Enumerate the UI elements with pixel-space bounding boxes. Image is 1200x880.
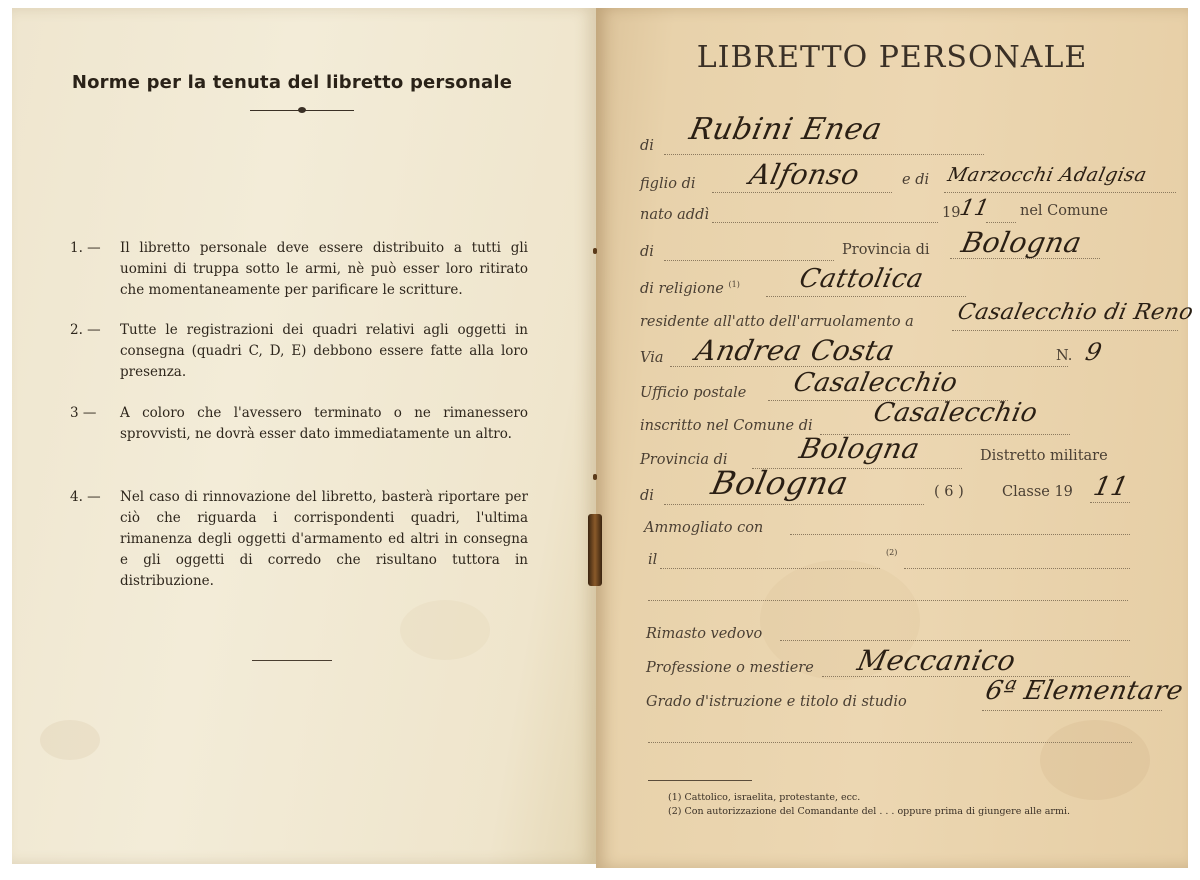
field-underline xyxy=(904,568,1130,569)
handwritten-mother: Marzocchi Adalgisa xyxy=(945,164,1149,186)
label-anno-prefix: 19 xyxy=(942,205,961,221)
handwritten-street-number: 9 xyxy=(1083,338,1105,366)
label-nel-comune: nel Comune xyxy=(1020,203,1108,219)
field-underline xyxy=(1090,502,1130,503)
label-classe-text: Classe xyxy=(1002,484,1050,500)
district-number: ( 6 ) xyxy=(934,484,964,500)
handwritten-street: Andrea Costa xyxy=(692,334,898,367)
label-di: di xyxy=(640,138,654,154)
footnote-2: (2) Con autorizzazione del Comandante del . . . oppure prima di giungere alle armi. xyxy=(668,806,1071,817)
field-underline xyxy=(664,260,834,261)
field-underline xyxy=(780,640,1130,641)
field-underline xyxy=(952,330,1178,331)
spine-stitch-hole xyxy=(593,474,597,480)
label-via: Via xyxy=(640,350,664,366)
handwritten-registration-town: Casalecchio xyxy=(870,398,1041,428)
bottom-rule xyxy=(252,660,332,661)
label-di-comune: di xyxy=(640,244,654,260)
spine-staple xyxy=(588,514,602,586)
label-inscritto: inscritto nel Comune di xyxy=(640,418,813,434)
rule-text: A coloro che l'avessero terminato o ne rimanessero sprovvisti, ne dovrà esser dato immediatamente un altro. xyxy=(120,405,528,442)
handwritten-name: Rubini Enea xyxy=(686,112,886,147)
field-underline xyxy=(712,192,892,193)
handwritten-district: Bologna xyxy=(707,464,852,502)
rule-item-4 xyxy=(70,487,528,592)
field-underline xyxy=(660,568,880,569)
label-professione: Professione o mestiere xyxy=(646,660,814,676)
handwritten-religion: Cattolica xyxy=(796,264,927,294)
libretto-title: LIBRETTO PERSONALE xyxy=(696,40,1088,75)
rule-number: 4. — xyxy=(70,489,101,505)
rule-number: 1. — xyxy=(70,240,101,256)
rule-number: 3 — xyxy=(70,405,97,421)
handwritten-father: Alfonso xyxy=(746,158,863,191)
title-ornament-dot xyxy=(298,107,306,113)
handwritten-education: 6ª Elementare xyxy=(982,676,1187,706)
label-grado-istruzione: Grado d'istruzione e titolo di studio xyxy=(646,694,907,710)
label-e-di: e di xyxy=(902,172,930,188)
handwritten-residence: Casalecchio di Reno xyxy=(955,300,1196,325)
label-numero: N. xyxy=(1056,348,1073,364)
label-religione xyxy=(640,280,740,297)
label-ammogliato: Ammogliato con xyxy=(644,520,764,536)
rule-item-1 xyxy=(70,238,528,301)
field-underline xyxy=(664,504,924,505)
rule-text: Tutte le registrazioni dei quadri relativi agli oggetti in consegna (quadri C, D, E) debbono essere fatte alla loro presenza. xyxy=(120,322,528,380)
label-figlio-di: figlio di xyxy=(640,176,696,192)
rule-text: Nel caso di rinnovazione del libretto, basterà riportare per ciò che riguarda i corrispondenti quadri, l'ultima rimanenza degli oggetti d'armamento ed altri in consegna e gli oggetti di corredo che risultano tuttora in distribuzione. xyxy=(120,489,528,589)
label-ufficio-postale: Ufficio postale xyxy=(640,385,747,401)
label-rimasto-vedovo: Rimasto vedovo xyxy=(646,626,763,642)
label-di-distretto: di xyxy=(640,488,654,504)
field-underline xyxy=(986,222,1016,223)
rule-text: Il libretto personale deve essere distribuito a tutti gli uomini di truppa sotto le armi, nè può esser loro ritirato che momentaneamente per parificare le scritture. xyxy=(120,240,528,298)
handwritten-post-office: Casalecchio xyxy=(790,368,961,398)
footnote-ref-2: (2) xyxy=(886,548,898,557)
label-residente: residente all'atto dell'arruolamento a xyxy=(640,314,914,330)
label-classe-prefix: 19 xyxy=(1054,484,1073,500)
field-underline xyxy=(648,742,1132,743)
field-underline xyxy=(664,154,984,155)
label-il: il xyxy=(648,552,658,568)
handwritten-birth-province: Bologna xyxy=(958,226,1085,259)
norme-title: Norme per la tenuta del libretto personale xyxy=(71,72,513,93)
handwritten-registration-province: Bologna xyxy=(796,432,923,465)
label-provincia-di: Provincia di xyxy=(842,242,930,258)
field-underline xyxy=(982,710,1162,711)
label-nato-addi: nato addì xyxy=(640,207,709,223)
label-provincia-di-2: Provincia di xyxy=(640,452,728,468)
handwritten-birth-year: 11 xyxy=(957,196,992,221)
field-underline xyxy=(712,222,938,223)
field-underline xyxy=(790,534,1130,535)
handwritten-profession: Meccanico xyxy=(854,644,1019,677)
field-underline xyxy=(766,296,966,297)
rule-item-2 xyxy=(70,320,528,383)
field-underline xyxy=(944,192,1176,193)
field-underline xyxy=(648,600,1128,601)
handwritten-class-year: 11 xyxy=(1090,472,1132,502)
label-distretto: Distretto militare xyxy=(980,448,1108,464)
rule-number: 2. — xyxy=(70,322,101,338)
footnote-1: (1) Cattolico, israelita, protestante, ecc. xyxy=(668,792,861,803)
label-classe xyxy=(1002,484,1073,500)
footnote-ref-1: (1) xyxy=(728,280,740,289)
footnote-rule xyxy=(648,780,752,781)
spine-stitch-hole xyxy=(593,248,597,254)
rule-item-3 xyxy=(70,403,528,445)
label-religione-text: di religione xyxy=(640,280,724,297)
